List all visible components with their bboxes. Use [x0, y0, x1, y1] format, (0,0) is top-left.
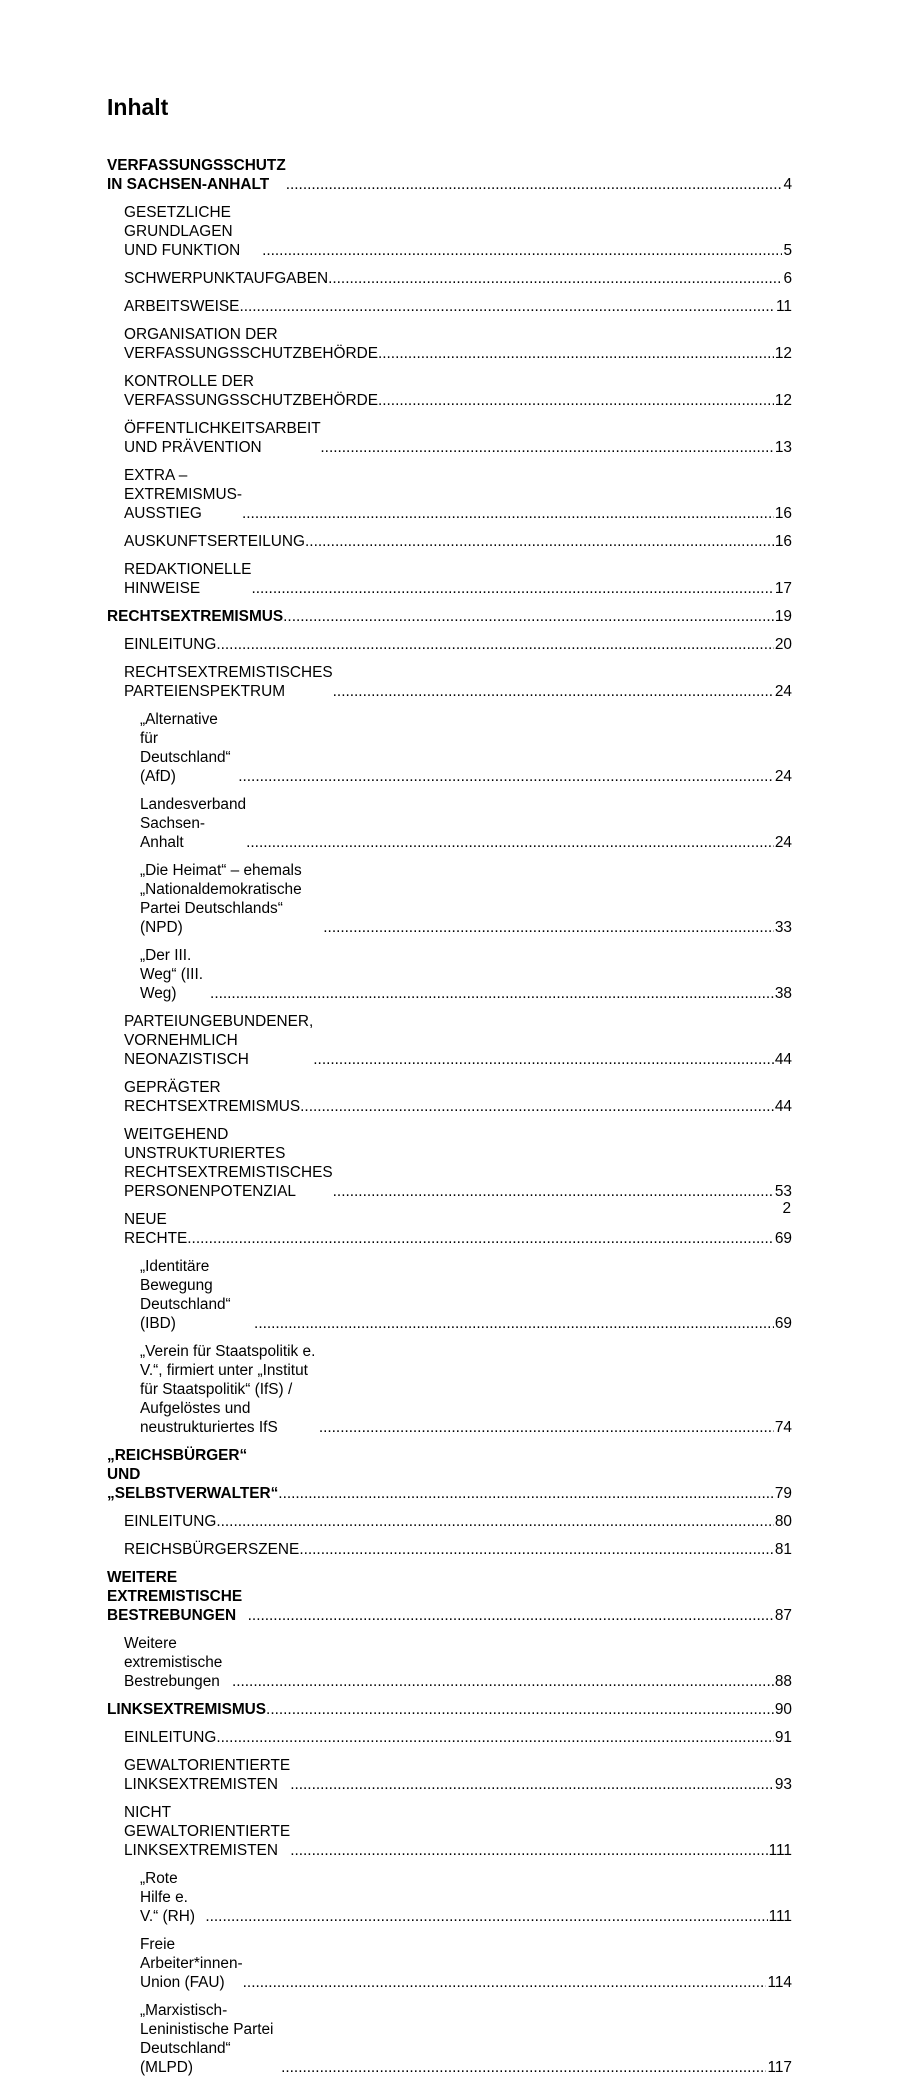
toc-entry[interactable] [107, 1125, 792, 1201]
toc-entry[interactable] [107, 1210, 792, 1248]
toc-entry-page: 117 [767, 2059, 792, 2076]
toc-entry[interactable] [107, 1728, 792, 1747]
toc-entry-label: NEUE RECHTE [124, 1211, 188, 1247]
toc-dot-leader [305, 532, 774, 551]
toc-entry[interactable] [107, 1512, 792, 1531]
toc-entry-label: ORGANISATION DER VERFASSUNGSSCHUTZBEHÖRDE [124, 326, 378, 362]
toc-entry-label: REICHSBÜRGERSZENE [124, 1541, 300, 1558]
toc-dot-leader [286, 175, 783, 194]
toc-entry-label: RECHTSEXTREMISMUS [107, 608, 284, 625]
toc-dot-leader [248, 1606, 774, 1625]
toc-entry-label: AUSKUNFTSERTEILUNG [124, 533, 306, 550]
toc-dot-leader [278, 1484, 774, 1503]
toc-entry-label: SCHWERPUNKTAUFGABEN [124, 270, 329, 287]
toc-entry[interactable] [107, 1935, 792, 1992]
toc-entry-page: 111 [768, 1842, 792, 1859]
toc-entry-page: 5 [783, 242, 792, 259]
toc-dot-leader [238, 767, 774, 786]
toc-entry[interactable] [107, 1803, 792, 1860]
toc-dot-leader [242, 504, 774, 523]
toc-entry-label: VERFASSUNGSSCHUTZ IN SACHSEN-ANHALT [107, 157, 286, 193]
toc-entry[interactable] [107, 2001, 792, 2077]
toc-entry[interactable] [107, 325, 792, 363]
toc-entry-page: 24 [774, 768, 792, 785]
toc-entry-page: 44 [774, 1098, 792, 1115]
toc-entry-page: 111 [768, 1908, 792, 1925]
toc-entry[interactable] [107, 1540, 792, 1559]
toc-dot-leader [251, 579, 773, 598]
toc-entry[interactable] [107, 1568, 792, 1625]
toc-entry-label: „REICHSBÜRGER“ UND „SELBSTVERWALTER“ [107, 1447, 279, 1502]
toc-entry-page: 24 [774, 834, 792, 851]
toc-dot-leader [328, 269, 782, 288]
toc-entry[interactable] [107, 1869, 792, 1926]
toc-entry[interactable] [107, 156, 792, 194]
toc-dot-leader [299, 1540, 774, 1559]
toc-entry-page: 6 [783, 270, 792, 287]
toc-dot-leader [266, 1700, 774, 1719]
toc-entry[interactable] [107, 607, 792, 626]
toc-entry-page: 90 [774, 1701, 792, 1718]
toc-dot-leader [320, 438, 773, 457]
toc-entry-page: 87 [774, 1607, 792, 1624]
toc-entry-page: 33 [774, 919, 792, 936]
toc-entry-page: 17 [774, 580, 792, 597]
toc-dot-leader [281, 2058, 766, 2077]
toc-dot-leader [290, 1841, 767, 1860]
toc-entry-label: LINKSEXTREMISMUS [107, 1701, 267, 1718]
toc-entry-label: EINLEITUNG [124, 636, 217, 653]
toc-dot-leader [333, 1182, 774, 1201]
page-number: 2 [782, 1200, 791, 1217]
toc-entry-label: EINLEITUNG [124, 1513, 217, 1530]
toc-entry[interactable] [107, 1257, 792, 1333]
toc-entry[interactable] [107, 372, 792, 410]
toc-entry-label: „Die Heimat“ – ehemals „Nationaldemokratische Partei Deutschlands“ (NPD) [140, 862, 302, 936]
toc-entry-page: 24 [774, 683, 792, 700]
toc-entry-label: WEITERE EXTREMISTISCHE BESTREBUNGEN [107, 1569, 243, 1624]
toc-entry[interactable] [107, 946, 792, 1003]
toc-dot-leader [187, 1229, 774, 1248]
toc-dot-leader [319, 1418, 774, 1437]
toc-entry[interactable] [107, 710, 792, 786]
toc-entry-label: „Identitäre Bewegung Deutschland“ (IBD) [140, 1258, 231, 1332]
toc-entry[interactable] [107, 1342, 792, 1437]
toc-entry-page: 74 [774, 1419, 792, 1436]
toc-dot-leader [246, 833, 774, 852]
toc-entry-page: 11 [776, 298, 792, 315]
toc-dot-leader [232, 1672, 774, 1691]
toc-entry[interactable] [107, 1012, 792, 1069]
toc-dot-leader [216, 635, 774, 654]
toc-dot-leader [283, 607, 774, 626]
toc-entry-label: „Rote Hilfe e. V.“ (RH) [140, 1870, 196, 1925]
toc-entry[interactable] [107, 635, 792, 654]
toc-entry[interactable] [107, 1634, 792, 1691]
toc-dot-leader [262, 241, 782, 260]
table-of-contents [107, 156, 792, 2086]
toc-entry-label: PARTEIUNGEBUNDENER, VORNEHMLICH NEONAZISTISCH [124, 1013, 314, 1068]
toc-entry-page: 44 [774, 1051, 792, 1068]
toc-entry-page: 91 [774, 1729, 792, 1746]
toc-entry-label: WEITGEHEND UNSTRUKTURIERTES RECHTSEXTREMISTISCHES PERSONENPOTENZIAL [124, 1126, 333, 1200]
toc-entry-page: 4 [783, 176, 792, 193]
toc-entry[interactable] [107, 560, 792, 598]
toc-entry-label: GEWALTORIENTIERTE LINKSEXTREMISTEN [124, 1757, 291, 1793]
toc-entry-label: Weitere extremistische Bestrebungen [124, 1635, 223, 1690]
toc-entry-label: NICHT GEWALTORIENTIERTE LINKSEXTREMISTEN [124, 1804, 291, 1859]
toc-dot-leader [216, 1512, 774, 1531]
toc-entry-page: 38 [774, 985, 792, 1002]
toc-dot-leader [239, 297, 775, 316]
toc-dot-leader [333, 682, 774, 701]
toc-entry-label: Landesverband Sachsen-Anhalt [140, 796, 247, 851]
toc-entry-page: 16 [774, 533, 792, 550]
toc-entry-label: „Marxistisch-Leninistische Partei Deutschland“ (MLPD) [140, 2002, 274, 2076]
toc-dot-leader [378, 391, 774, 410]
toc-entry-page: 19 [774, 608, 792, 625]
toc-entry-label: KONTROLLE DER VERFASSUNGSSCHUTZBEHÖRDE [124, 373, 378, 409]
toc-entry-label: RECHTSEXTREMISTISCHES PARTEIENSPEKTRUM [124, 664, 333, 700]
toc-entry-page: 69 [774, 1230, 792, 1247]
toc-entry-label: „Alternative für Deutschland“ (AfD) [140, 711, 231, 785]
toc-entry-page: 12 [774, 392, 792, 409]
toc-entry-page: 79 [774, 1485, 792, 1502]
toc-entry[interactable] [107, 297, 792, 316]
toc-entry-page: 20 [774, 636, 792, 653]
toc-entry-label: ARBEITSWEISE [124, 298, 240, 315]
toc-entry[interactable] [107, 269, 792, 288]
toc-entry[interactable] [107, 861, 792, 937]
toc-dot-leader [216, 1728, 774, 1747]
toc-entry-label: „Der III. Weg“ (III. Weg) [140, 947, 203, 1002]
toc-dot-leader [378, 344, 774, 363]
toc-dot-leader [290, 1775, 774, 1794]
toc-dot-leader [323, 918, 774, 937]
toc-entry-label: ÖFFENTLICHKEITSARBEIT UND PRÄVENTION [124, 420, 321, 456]
toc-entry[interactable] [107, 532, 792, 551]
toc-dot-leader [254, 1314, 774, 1333]
toc-entry[interactable] [107, 203, 792, 260]
toc-entry-page: 80 [774, 1513, 792, 1530]
toc-dot-leader [205, 1907, 767, 1926]
toc-entry[interactable] [107, 795, 792, 852]
toc-entry-label: EXTRA – EXTREMISMUS-AUSSTIEG [124, 467, 242, 522]
toc-entry-page: 16 [774, 505, 792, 522]
toc-entry-label: GEPRÄGTER RECHTSEXTREMISMUS [124, 1079, 301, 1115]
toc-entry-page: 13 [774, 439, 792, 456]
toc-entry[interactable] [107, 466, 792, 523]
page-title: Inhalt [107, 94, 169, 120]
toc-entry[interactable] [107, 663, 792, 701]
toc-entry[interactable] [107, 1078, 792, 1116]
toc-entry-label: „Verein für Staatspolitik e. V.“, firmiert unter „Institut für Staatspolitik“ (IfS) / Aufgelöstes und neustrukturiertes IfS [140, 1343, 316, 1436]
toc-dot-leader [300, 1097, 774, 1116]
toc-entry-page: 114 [767, 1974, 792, 1991]
toc-entry[interactable] [107, 419, 792, 457]
toc-dot-leader [313, 1050, 774, 1069]
toc-entry-label: REDAKTIONELLE HINWEISE [124, 561, 252, 597]
toc-entry-page: 93 [774, 1776, 792, 1793]
toc-entry-page: 88 [774, 1673, 792, 1690]
toc-entry[interactable] [107, 1700, 792, 1719]
toc-entry-page: 53 [774, 1183, 792, 1200]
toc-entry[interactable] [107, 1446, 792, 1503]
toc-entry-page: 69 [774, 1315, 792, 1332]
toc-entry[interactable] [107, 1756, 792, 1794]
toc-entry-label: Freie Arbeiter*innen-Union (FAU) [140, 1936, 243, 1991]
toc-entry-page: 81 [774, 1541, 792, 1558]
toc-entry-page: 12 [774, 345, 792, 362]
toc-dot-leader [210, 984, 774, 1003]
toc-entry-label: GESETZLICHE GRUNDLAGEN UND FUNKTION [124, 204, 241, 259]
toc-dot-leader [243, 1973, 767, 1992]
toc-entry-label: EINLEITUNG [124, 1729, 217, 1746]
